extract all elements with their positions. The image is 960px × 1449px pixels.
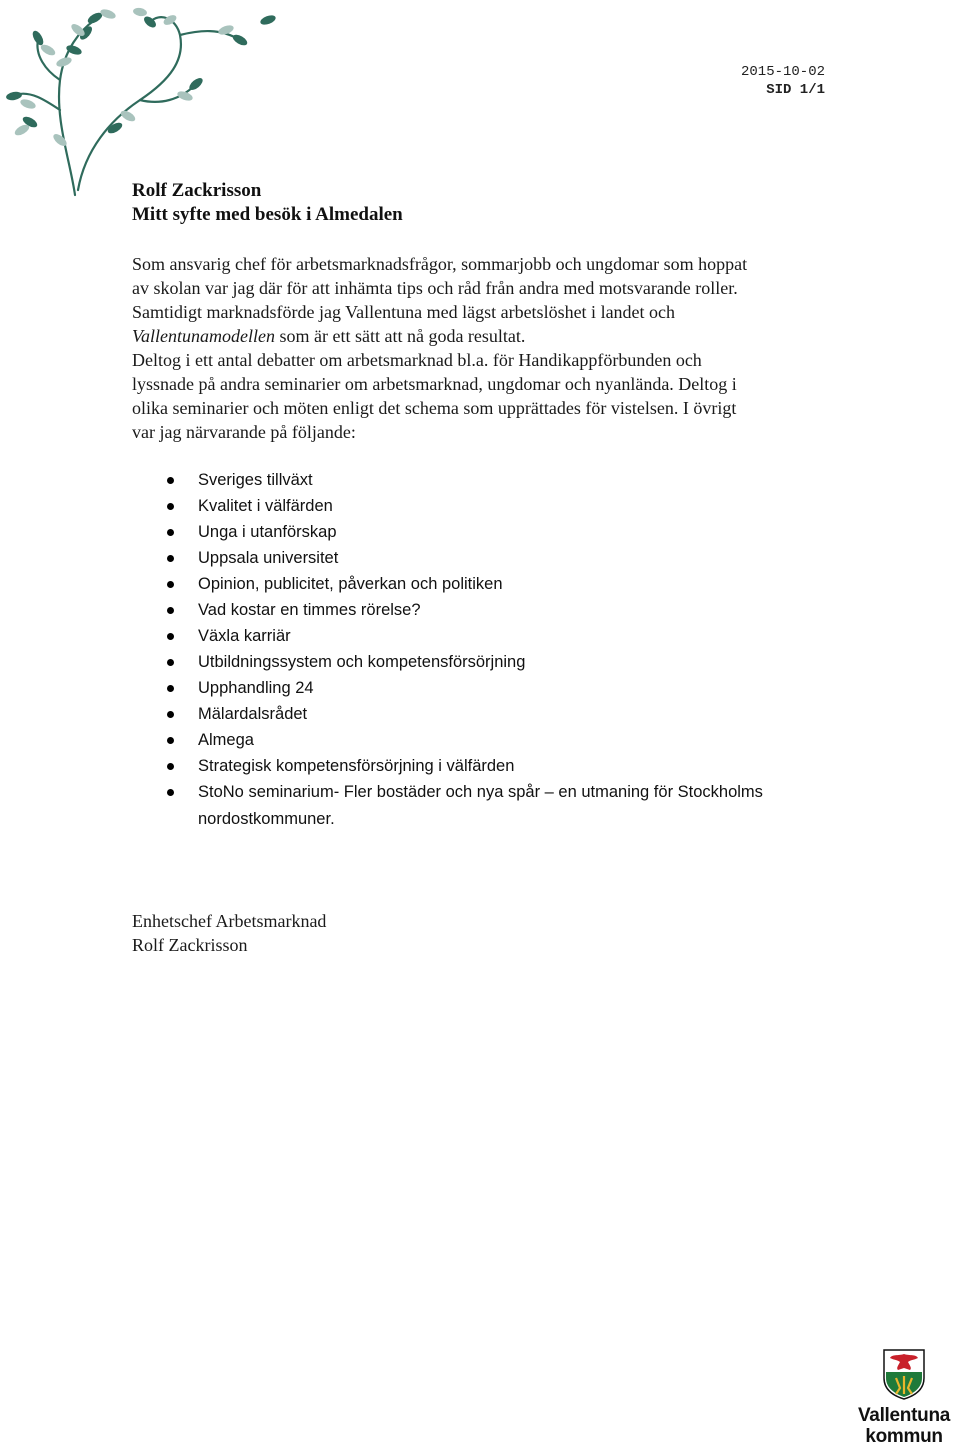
list-item-label: Opinion, publicitet, påverkan och politiken — [198, 575, 503, 593]
body-line — [132, 300, 832, 324]
list-item — [162, 623, 882, 649]
body-line — [132, 324, 832, 348]
list-item — [162, 753, 882, 779]
document-date: 2015-10-02 — [740, 64, 825, 80]
document-meta — [741, 63, 825, 99]
signature-block — [132, 909, 326, 957]
signature-name: Rolf Zackrisson — [132, 935, 248, 955]
list-item-label: Uppsala universitet — [198, 549, 339, 567]
list-item-label: Almega — [198, 731, 254, 749]
bullet-icon — [167, 477, 174, 484]
body-line: var jag närvarande på följande: — [132, 422, 356, 442]
list-item-label: Växla karriär — [198, 627, 291, 645]
list-item-label: Utbildningssystem och kompetensförsörjning — [198, 653, 526, 671]
vine-ornament-icon — [0, 0, 300, 200]
bullet-icon — [167, 763, 174, 770]
list-item-label: Mälardalsrådet — [198, 705, 308, 723]
body-paragraph — [132, 252, 832, 444]
list-item — [162, 519, 882, 545]
coat-of-arms-icon — [882, 1348, 926, 1400]
list-item-label: Vad kostar en timmes rörelse? — [198, 601, 421, 619]
signature-role: Enhetschef Arbetsmarknad — [132, 911, 327, 931]
bullet-icon — [167, 789, 174, 796]
list-item-label: Unga i utanförskap — [198, 523, 337, 541]
bullet-icon — [167, 555, 174, 562]
bullet-icon — [167, 737, 174, 744]
list-item — [162, 467, 882, 493]
list-item — [162, 727, 882, 753]
bullet-icon — [167, 607, 174, 614]
list-item-label: Strategisk kompetensförsörjning i välfärden — [198, 757, 515, 775]
document-subject: Mitt syfte med besök i Almedalen — [132, 204, 403, 225]
list-item — [162, 597, 882, 623]
body-line-text: som är ett sätt att nå goda resultat. — [274, 326, 526, 346]
model-name: Vallentunamodellen — [132, 326, 275, 346]
list-item — [162, 493, 882, 519]
author-name: Rolf Zackrisson — [132, 180, 262, 201]
list-item-label: StoNo seminarium- Fler bostäder och nya spår – en utmaning för Stockholms nordostkommuner. — [198, 783, 763, 828]
list-item — [162, 649, 882, 675]
bullet-icon — [167, 659, 174, 666]
list-item-label: Sveriges tillväxt — [198, 471, 313, 489]
municipality-logo — [848, 1348, 960, 1449]
page-number: SID 1/1 — [766, 82, 825, 98]
list-item — [162, 571, 882, 597]
bullet-icon — [167, 685, 174, 692]
logo-line-2: kommun — [865, 1426, 943, 1447]
list-item — [162, 675, 882, 701]
bullet-icon — [167, 503, 174, 510]
body-line: Som ansvarig chef för arbetsmarknadsfrågor, sommarjobb och ungdomar som hoppat — [132, 254, 748, 274]
bullet-icon — [167, 711, 174, 718]
list-item-label: Upphandling 24 — [198, 679, 314, 697]
bullet-icon — [167, 581, 174, 588]
document-heading — [132, 179, 403, 227]
logo-line-1: Vallentuna — [857, 1405, 951, 1426]
bullet-icon — [167, 529, 174, 536]
list-item — [162, 545, 882, 571]
body-line: olika seminarier och möten enligt det schema som upprättades för vistelsen. I övrigt — [132, 398, 737, 418]
body-line-text: Samtidigt marknadsförde jag Vallentuna med lägst arbetslöshet i landet och — [132, 302, 676, 322]
list-item-label: Kvalitet i välfärden — [198, 497, 333, 515]
body-line: Deltog i ett antal debatter om arbetsmarknad bl.a. för Handikappförbunden och — [132, 350, 702, 370]
bullet-icon — [167, 633, 174, 640]
list-item — [162, 779, 838, 833]
body-line: lyssnade på andra seminarier om arbetsmarknad, ungdomar och nyanlända. Deltog i — [132, 374, 737, 394]
body-line: av skolan var jag där för att inhämta tips och råd från andra med motsvarande roller. — [132, 278, 738, 298]
list-item — [162, 701, 882, 727]
event-list — [162, 467, 882, 833]
